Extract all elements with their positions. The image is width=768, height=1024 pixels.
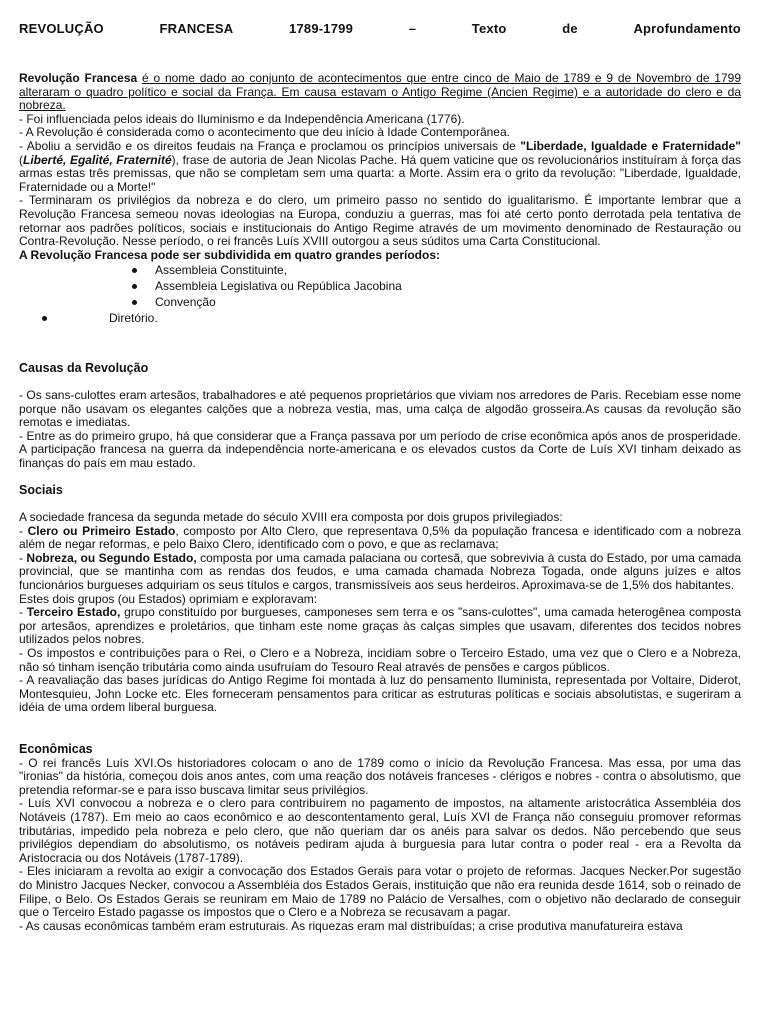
section-heading-causas: Causas da Revolução [19,361,149,376]
document-page [19,22,741,933]
list-item: Convenção [19,294,741,310]
intro-heading: Revolução Francesa [19,71,138,85]
title-word: – [408,21,417,36]
text-run: , composto por Alto Clero, que representava 0,5% da população francesa e identificado com a nobreza além de negar reformas, e pelo Baixo Clero, identificado com o povo, e que as reclamava; [19,523,741,552]
list-item: Assembleia Constituinte, [19,262,741,278]
intro-definition: é o nome dado ao conjunto de acontecimentos que entre cinco de Maio de 1789 e 9 de Novembro de 1799 alteraram o quadro político e social da França. Em causa estavam o Antigo Regime (Ancien Regime) e a autoridade do clero e da nobreza. [19,71,742,113]
sociais-paragraph: - Terceiro Estado, grupo constituído por burgueses, camponeses sem terra e os "sans-culottes", uma camada heterogênea composta por artesãos, aprendizes e proletários, que tinham este nome graças às calças simples que usavam, diferentes dos tecidos nobres utilizados pelos nobres. [19,605,741,647]
title-word: 1789-1799 [289,21,354,36]
bullet-paragraph: - Terminaram os privilégios da nobreza e do clero, um primeiro passo no sentido do igualitarismo. É importante lembrar que a Revolução Francesa semeou novas ideologias na Europa, conduziu a guerras, mas foi até certo ponto derrotada pela tentativa de retornar aos padrões políticos, sociais e institucionais do Antigo Regime através de um movimento denominado de Restauração ou Contra-Revolução. Nesse período, o rei francês Luís XVIII outorgou a seus súditos uma Carta Constitucional. [19,193,741,249]
intro-paragraph [19,72,741,113]
periods-list [19,262,741,326]
bold-term: Nobreza, ou Segundo Estado, [26,550,197,565]
sociais-paragraph: - Os impostos e contribuições para o Rei, o Clero e a Nobreza, incidiam sobre o Terceiro Estado, uma vez que o Clero e a Nobreza, não só tinham isenção tributária como ainda usufruíam do Tesouro Real através de pensões e cargos públicos. [19,646,741,674]
sociais-paragraph: - Clero ou Primeiro Estado, composto por Alto Clero, que representava 0,5% da população francesa e identificado com a nobreza além de negar reformas, e pelo Baixo Clero, identificado com o povo, e que as reclamava; [19,523,741,552]
bullet-paragraph: - A Revolução é considerada como o acontecimento que deu início à Idade Contemporânea. [19,125,510,140]
section-heading-sociais: Sociais [19,483,63,498]
motto-french-text: Liberté, Egalité, Fraternité [23,152,172,167]
causas-paragraph: - Os sans-culottes eram artesãos, trabalhadores e até pequenos proprietários que viviam nos arredores de Paris. Recebiam esse nome porque não usavam os elegantes calções que a nobreza vestia, mas, uma calça de algodão grosseira.As causas da revolução são remotas e imediatas. [19,387,741,430]
periods-heading-text: A Revolução Francesa pode ser subdividida em quatro grandes períodos: [19,247,440,262]
title-word: Aprofundamento [633,21,741,36]
bold-term: Terceiro Estado, [26,605,121,620]
economicas-paragraph: - O rei francês Luís XVI.Os historiadores colocam o ano de 1789 como o início da Revolução Francesa. Mas essa, por uma das "ironias" da história, começou dois anos antes, com uma reação dos notáveis franceses - clérigos e nobres - contra o absolutismo, que pretendia reformar-se e para isso buscava limitar seus privilégios. [19,755,741,797]
bullet-paragraph [19,140,741,194]
text-run: ), frase de autoria de Jean Nicolas Pache. Há quem vaticine que os revolucionários instituíram à força das armas estas três premissas, que não se completam sem uma quarta: a Morte. Assim era o grito da revolução: "Liberdade, Igualdade, Fraternidade ou a Morte!" [19,152,741,194]
list-item: Diretório. [19,310,741,326]
text-run: - Aboliu a servidão e os direitos feudais na França e proclamou os princípios universais de [19,138,521,153]
text-run: composta por uma camada palaciana ou cortesã, que sobrevivia à custa do Estado, por uma camada provincial, que se mantinha com as rendas dos feudos, e uma camada chamada Nobreza Togada, onde alguns juízes e altos funcionários burgueses adquiriam os seus títulos e cargos, transmissíveis aos seus herdeiros. Aproximava-se de 1,5% dos habitantes. [19,550,741,593]
text-run: grupo constituído por burgueses, camponeses sem terra e os "sans-culottes", uma camada heterogênea composta por artesãos, aprendizes e proletários, que tinham este nome graças às calças simples que usavam, diferentes dos tecidos nobres utilizados pelos nobres. [19,605,741,647]
sociais-paragraph: - A reavaliação das bases jurídicas do Antigo Regime foi montada à luz do pensamento Iluminista, representada por Voltaire, Diderot, Montesquieu, John Locke etc. Eles forneceram pensamentos para criticar as estruturas políticas e sociais absolutistas, e sugeriram a idéia de uma ordem liberal burguesa. [19,673,741,715]
bold-term: Clero ou Primeiro Estado [27,523,176,538]
title-word: FRANCESA [159,21,234,36]
title-word: Texto [471,21,507,36]
economicas-paragraph: - Luís XVI convocou a nobreza e o clero para contribuírem no pagamento de impostos, na altamente aristocrática Assembléia dos Notáveis (1787). Em meio ao caos econômico e ao descontentamento geral, Luís XVI de França não conseguiu promover reformas tributárias, impedido pela nobreza e pelo clero, que não queriam dar os anéis para salvar os dedos. Não percebendo que seus privilégios dependiam do absolutismo, os notáveis pediram ajuda à burguesia para lutar contra o poder real - era a Revolta da Aristocracia ou dos Notáveis (1787-1789). [19,796,741,865]
motto-text: "Liberdade, Igualdade e Fraternidade" [520,138,741,153]
spacer [19,376,741,389]
periods-heading [19,249,741,263]
sociais-paragraph: Estes dois grupos (ou Estados) oprimiam e exploravam: [19,591,318,606]
causas-paragraph: - Entre as do primeiro grupo, há que considerar que a França passava por um período de crise econômica após anos de prosperidade. A participação francesa na guerra da independência norte-americana e os elevados custos da Corte de Luís XVI tinham deixado as finanças do país em mau estado. [19,428,741,470]
page-title [19,22,741,38]
sociais-paragraph: A sociedade francesa da segunda metade do século XVIII era composta por dois grupos privilegiados: [19,510,563,525]
economicas-paragraph: - As causas econômicas também eram estruturais. As riquezas eram mal distribuídas; a crise produtiva manufatureira estava [19,918,683,933]
section-heading-economicas: Econômicas [19,741,93,756]
title-word: REVOLUÇÃO [19,21,104,36]
text-run: ( [19,152,23,167]
title-word: de [562,21,578,36]
sociais-paragraph: - Nobreza, ou Segundo Estado, composta por uma camada palaciana ou cortesã, que sobrevivia à custa do Estado, por uma camada provincial, que se mantinha com as rendas dos feudos, e uma camada chamada Nobreza Togada, onde alguns juízes e altos funcionários burgueses adquiriam os seus títulos e cargos, transmissíveis aos seus herdeiros. Aproximava-se de 1,5% dos habitantes. [19,550,741,593]
list-item: Assembleia Legislativa ou República Jacobina [19,278,741,294]
bullet-paragraph: - Foi influenciada pelos ideais do Iluminismo e da Independência Americana (1776). [19,111,465,126]
economicas-paragraph: - Eles iniciaram a revolta ao exigir a convocação dos Estados Gerais para votar o projeto de reformas. Jacques Necker.Por sugestão do Ministro Jacques Necker, convocou a Assembléia dos Estados Gerais, instituição que não era reunida desde 1614, sob o reinado de Filipe, o Belo. Os Estados Gerais se reuniram em Maio de 1789 no Palácio de Versalhes, com o objetivo não declarado de conseguir que o Terceiro Estado pagasse os impostos que o Clero e a Nobreza se recusavam a pagar. [19,864,741,920]
